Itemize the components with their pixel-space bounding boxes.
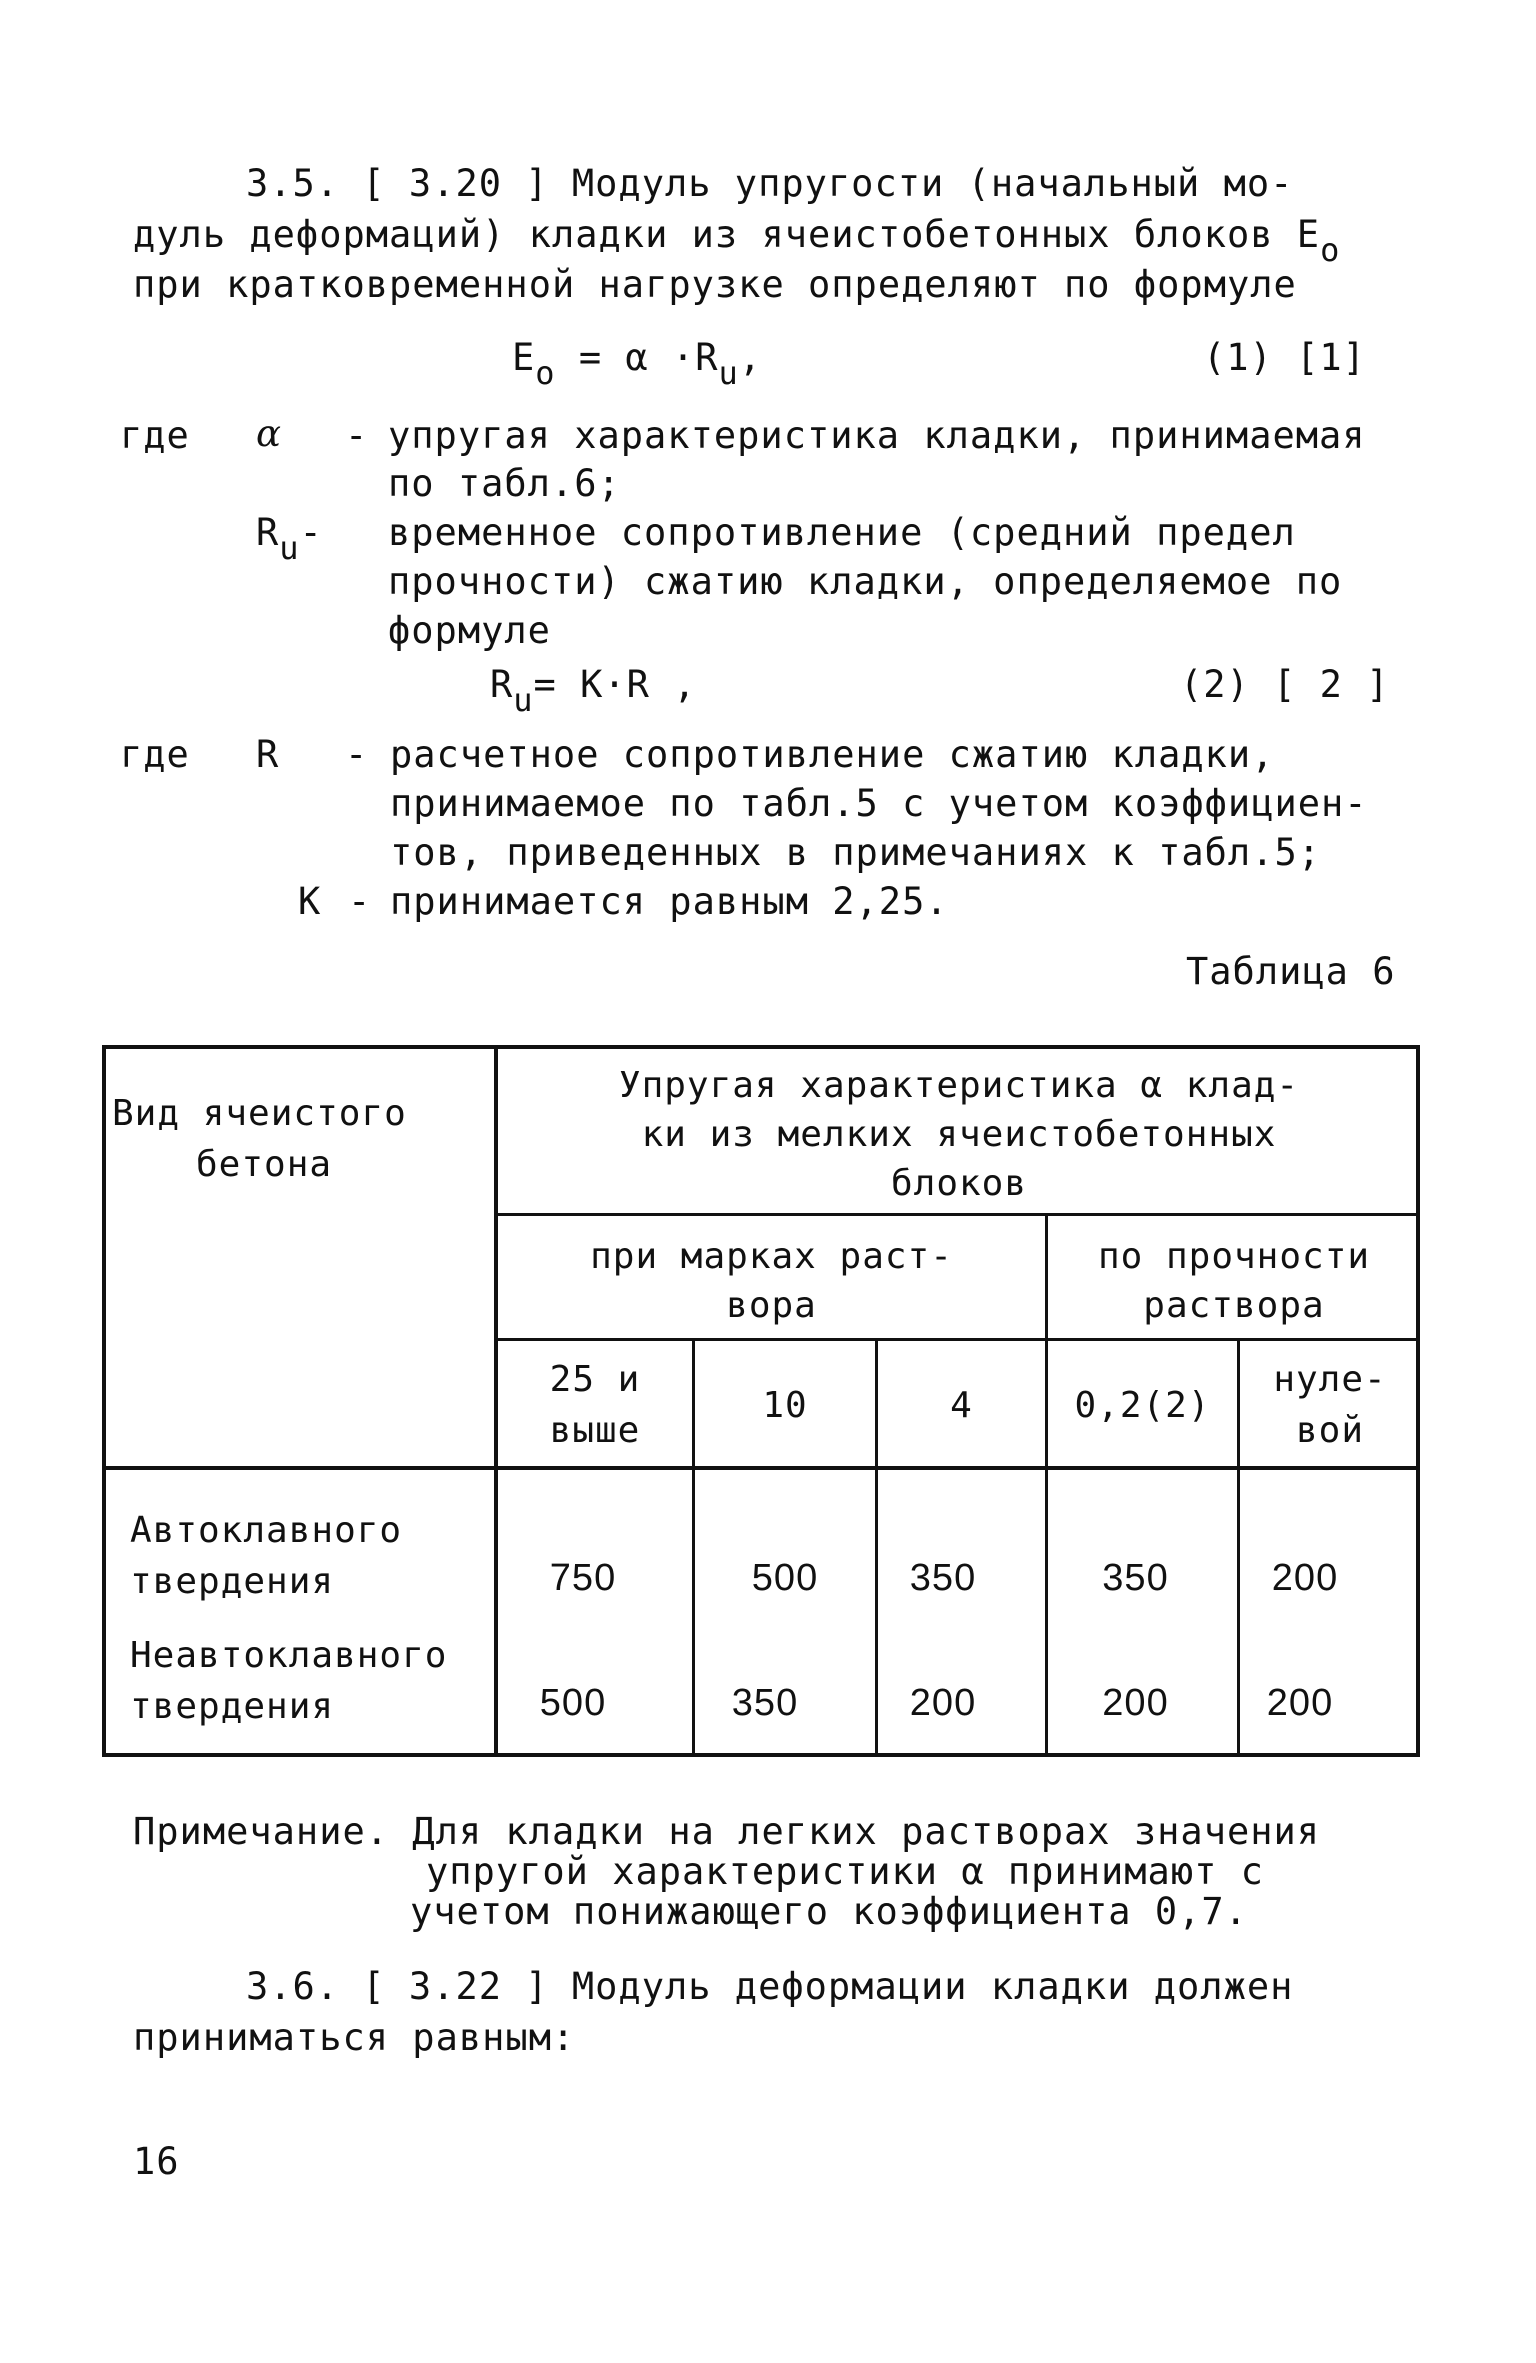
table-row-2-val-3: 200 (909, 1682, 977, 1724)
section-3-5-line2-text: дуль деформаций) кладки из ячеистобетонных блоков E (133, 213, 1321, 256)
r-symbol: R (256, 733, 280, 776)
def-alpha-dash: - (345, 414, 369, 457)
table-head-marks (498, 1232, 1045, 1330)
table-row-2-label-line1: Неавтоклавного (130, 1635, 448, 1676)
formula-1-number: (1) [1] (1203, 336, 1366, 379)
table-col-head-5 (1240, 1354, 1420, 1456)
note-line3: учетом понижающего коэффициента 0,7. (410, 1890, 1248, 1933)
table-head-main-line2: ки из мелких ячеистобетонных (641, 1114, 1277, 1155)
def-ru-line3: формуле (388, 609, 551, 652)
table-col-head-1-line2: выше (549, 1410, 641, 1451)
table-col-head-4: 0,2(2) (1074, 1385, 1211, 1426)
note-line2: упругой характеристики α принимают с (426, 1850, 1264, 1893)
table-caption: Таблица 6 (1186, 950, 1396, 993)
table-row-2-val-2: 350 (731, 1682, 799, 1724)
formula-2-mid: = K·R , (533, 663, 697, 706)
def-alpha-line2: по табл.6; (388, 462, 621, 505)
table-row-2-val-5: 200 (1266, 1682, 1334, 1724)
formula-1-sub: о (535, 354, 556, 392)
table-col-head-5-line2: вой (1295, 1410, 1365, 1451)
section-3-5-line1: 3.5. [ 3.20 ] Модуль упругости (начальный мо- (246, 162, 1294, 205)
table-row-1-val-3: 350 (909, 1557, 977, 1599)
table-head-type-line2: бетона (196, 1144, 333, 1185)
def-ru-line1: временное сопротивление (средний предел (388, 511, 1296, 554)
table-row-1-label-line1: Автоклавного (130, 1510, 403, 1551)
table-col-head-1-line1: 25 и (549, 1359, 641, 1400)
alpha-symbol: α (256, 412, 282, 455)
table-head-type (112, 1088, 492, 1190)
formula-1-e: E (512, 336, 536, 379)
section-3-5-line2-sub: о (1320, 231, 1341, 269)
section-3-5-line3: при кратковременной нагрузке определяют по формуле (133, 263, 1297, 306)
table-row-1-val-5: 200 (1271, 1557, 1339, 1599)
table-head-marks-line1: при марках раст- (590, 1236, 953, 1277)
formula-1-end: , (738, 336, 763, 379)
formula-2-r: R (490, 663, 514, 706)
table-head-marks-line2: вора (726, 1285, 817, 1326)
def-r-dash: - (345, 733, 369, 776)
formula-1 (512, 336, 763, 392)
ru-symbol-sub: u (279, 529, 300, 567)
table-head-main-line1: Упругая характеристика α клад- (618, 1065, 1300, 1106)
def-r-line2: принимаемое по табл.5 с учетом коэффициен- (390, 782, 1368, 825)
def-alpha-line1: упругая характеристика кладки, принимаемая (388, 414, 1366, 457)
def-k-dash: - (348, 880, 372, 923)
table-col-head-1 (498, 1354, 692, 1456)
k-symbol: К (298, 880, 322, 923)
table-head-strength (1048, 1232, 1420, 1330)
def-r-line3: тов, приведенных в примечаниях к табл.5; (390, 831, 1322, 874)
table-hline-main (494, 1213, 1420, 1216)
table-row-1-val-1: 750 (549, 1557, 617, 1599)
table-row-2-val-4: 200 (1102, 1682, 1169, 1724)
where-label-1: где (120, 414, 190, 457)
table-row-1-val-2: 500 (751, 1557, 819, 1599)
table-row-2-val-1: 500 (539, 1682, 607, 1724)
formula-2-sub: u (513, 681, 534, 719)
table-col-head-3: 4 (950, 1385, 973, 1426)
table-head-strength-line1: по прочности (1097, 1236, 1371, 1277)
formula-2 (490, 663, 697, 719)
table-row-2-label-line2: твердения (130, 1686, 335, 1727)
def-k-line1: принимается равным 2,25. (390, 880, 949, 923)
formula-2-number: (2) [ 2 ] (1180, 663, 1390, 706)
table-hline-sub (494, 1338, 1420, 1341)
where-label-2: где (120, 733, 190, 776)
table-hline-header (102, 1466, 1420, 1470)
ru-symbol-r: R (256, 511, 280, 554)
table-head-main (498, 1061, 1420, 1208)
table-head-main-line3: блоков (890, 1163, 1028, 1204)
note-line1: Примечание. Для кладки на легких растворах значения (133, 1810, 1321, 1853)
section-3-6-line1: 3.6. [ 3.22 ] Модуль деформации кладки должен (246, 1965, 1294, 2008)
ru-symbol (256, 511, 323, 567)
table-col-head-5-line1: нуле- (1273, 1359, 1387, 1400)
formula-1-sub2: u (718, 354, 739, 392)
section-3-6-line2: приниматься равным: (133, 2016, 576, 2059)
table-head-type-line1: Вид ячеистого (112, 1093, 407, 1134)
section-3-5-line2 (133, 213, 1341, 269)
table-row-2-label (130, 1630, 490, 1732)
table-row-1-label-line2: твердения (130, 1561, 335, 1602)
def-ru-line2: прочности) сжатию кладки, определяемое по (388, 560, 1343, 603)
def-r-line1: расчетное сопротивление сжатию кладки, (390, 733, 1275, 776)
table-col-head-2: 10 (762, 1385, 808, 1426)
table-row-1-label (130, 1505, 490, 1607)
page-number: 16 (133, 2140, 180, 2183)
ru-dash: - (299, 511, 323, 554)
formula-1-mid: = α ·R (578, 336, 719, 379)
table-row-1-val-4: 350 (1102, 1557, 1169, 1599)
table-head-strength-line2: раствора (1143, 1285, 1325, 1326)
